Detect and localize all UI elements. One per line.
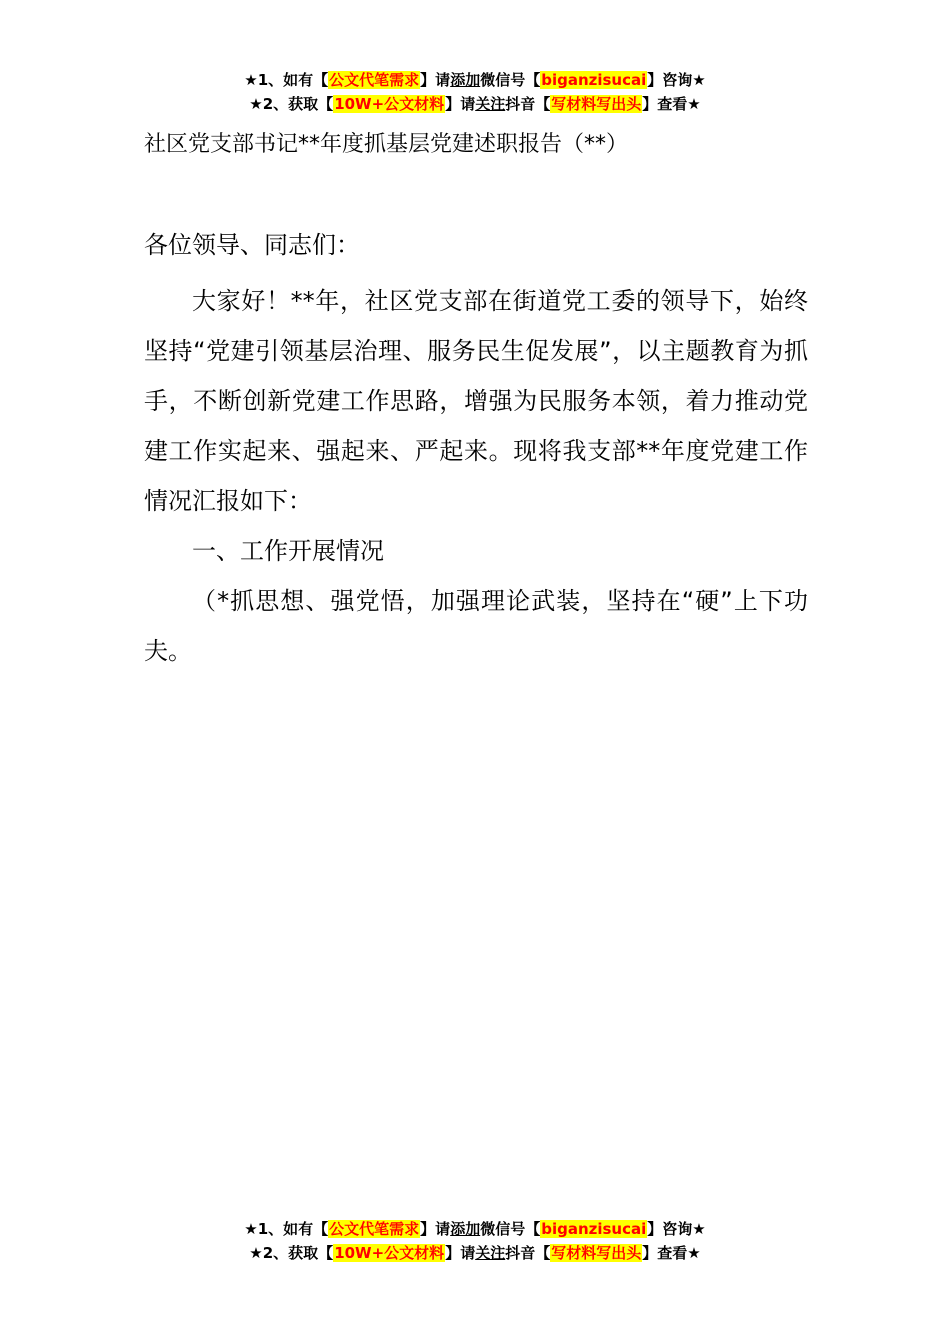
- promo-text: 微信号【: [480, 71, 541, 89]
- promo-text: 】查看★: [642, 1244, 701, 1262]
- promo-text: ★1、如有【: [244, 71, 329, 89]
- promo-text: 微信号【: [480, 1220, 541, 1238]
- promo-highlight: 写材料写出头: [551, 1244, 642, 1262]
- promo-highlight: biganzisucai: [541, 71, 647, 89]
- promo-line-2: [0, 92, 950, 116]
- document-title: 社区党支部书记**年度抓基层党建述职报告（**）: [144, 132, 629, 157]
- promo-text: 】查看★: [642, 95, 701, 113]
- promo-text: 】咨询★: [647, 71, 706, 89]
- promo-highlight: 10W+公文材料: [334, 1244, 445, 1262]
- document-body: [144, 276, 808, 676]
- promo-text: ★2、获取【: [249, 95, 334, 113]
- promo-line-1: [0, 68, 950, 92]
- promo-highlight: biganzisucai: [541, 1220, 647, 1238]
- promo-text: 】请: [445, 95, 476, 113]
- body-paragraph: （*抓思想、强党悟，加强理论武装，坚持在“硬”上下功夫。: [144, 587, 808, 665]
- promo-highlight: 10W+公文材料: [334, 95, 445, 113]
- promo-underline: 添加: [450, 71, 481, 89]
- promo-text: 】请: [420, 1220, 451, 1238]
- promo-text: 抖音【: [505, 1244, 551, 1262]
- section-heading: 一、工作开展情况: [192, 537, 384, 565]
- promo-line-1: [0, 1217, 950, 1241]
- promo-banner-top: [0, 68, 950, 116]
- promo-highlight: 写材料写出头: [551, 95, 642, 113]
- promo-banner-bottom: [0, 1217, 950, 1265]
- promo-text: 】请: [420, 71, 451, 89]
- body-paragraph: 大家好！**年，社区党支部在街道党工委的领导下，始终坚持“党建引领基层治理、服务民生促发展”，以主题教育为抓手，不断创新党建工作思路，增强为民服务本领，着力推动党建工作实起来、强起来、严起来。现将我支部**年度党建工作情况汇报如下：: [144, 287, 808, 515]
- promo-line-2: [0, 1241, 950, 1265]
- promo-text: 抖音【: [505, 95, 551, 113]
- promo-text: 】咨询★: [647, 1220, 706, 1238]
- salutation: 各位领导、同志们：: [144, 231, 360, 259]
- promo-highlight: 公文代笔需求: [329, 1220, 420, 1238]
- promo-text: ★1、如有【: [244, 1220, 329, 1238]
- promo-underline: 关注: [475, 1244, 506, 1262]
- promo-highlight: 公文代笔需求: [329, 71, 420, 89]
- promo-underline: 关注: [475, 95, 506, 113]
- promo-text: ★2、获取【: [249, 1244, 334, 1262]
- promo-underline: 添加: [450, 1220, 481, 1238]
- promo-text: 】请: [445, 1244, 476, 1262]
